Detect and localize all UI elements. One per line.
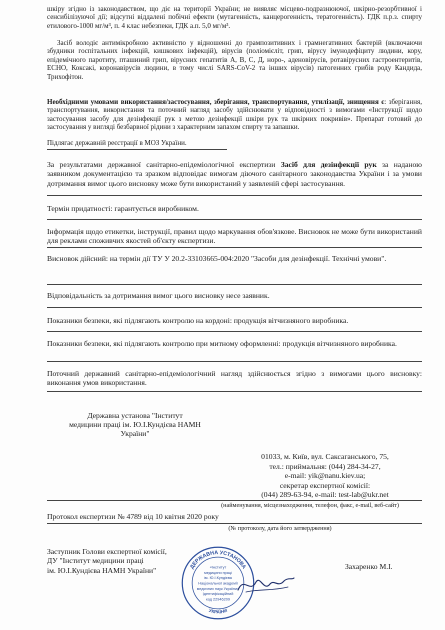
stamp-line: медичних наук України» (196, 586, 240, 591)
signatory-title: Заступник Голови експертної комісії, ДУ "Інститут медицини праці ім. Ю.І.Кундієва НАМН України" (47, 547, 167, 575)
conditions-text: : зберігання, транспортування, використання та поточний нагляд засобу здійснювати у відповідності з вимогами «Інструкції щодо застосування засобу для дезінфекції рук з метою дезінфекції шкіри рук та шкірних покривів». Препарат готовий до застосування у вигляді безбарвної рідини з характерним запахом спирту та запашки. (47, 98, 422, 132)
address-street: 01033, м. Київ, вул. Саксаганського, 75, (261, 452, 389, 461)
intro-paragraph-1: шкіру згідно із законодавством, що діє на території України; не виявляє місцево-подразнюючої, шкірно-резорбтивної і сенсибілізуючої дії; відсутні віддалені побічні ефекти (мутагенність, канцерогенність, тератогенність). ГДК п.р.з. спирту етилового-1000 мг/м³, п. 4 клас небезпеки, ГДК а.п. 5,0 мг/м³. (47, 5, 422, 30)
stamp-line: «Інститут (209, 565, 227, 570)
customs-indicators-paragraph: Показники безпеки, які підлягають контролю при митному оформленні: продукція вітчизняного виробника. (47, 339, 397, 348)
address-reception: тел.: приймальня: (044) 284-34-27, (269, 461, 381, 471)
term-line: Термін придатності: гарантується виробником. (47, 204, 199, 213)
border-indicators-line: Показники безпеки, які підлягають контролю на кордоні: продукція вітчизняного виробника. (47, 316, 349, 325)
intro-paragraph-2: Засіб володіє антимікробною активністю у відношенні до грампозитивних і грамнегативних бактерій (включаючи збудники госпітальних інфекцій, кишкових інфекцій), вірусів (поліомієліт, грип, вірусу імунодефіциту людини, кору, епідемічного паротиту, пташиний грип, вірусних гепатитів А, В, С, Д, норо-, аденовірусів, ротавірусних гастроентеритів, ЕСНО, Коксакі, коронавірусів людини, в тому числі SARS-CoV-2 та інших вірусів) патогенних грибів роду Кандида, Трихофітон. (47, 39, 422, 81)
separator (47, 307, 422, 308)
stamp-line: ім. Ю.І.Кундієва (204, 576, 232, 581)
stamp-ring-bottom-text: УКРАЇНИ (208, 607, 228, 615)
separator (47, 500, 422, 501)
address-caption: (найменування, місцезнаходження, телефон, факс, e-mail, веб-сайт) (221, 502, 399, 509)
address-phone: (044) 289-63-94, e-mail: test-lab@ukr.net (261, 490, 389, 500)
address-email: e-mail: yik@nanu.kiev.ua; (284, 471, 366, 481)
separator (47, 391, 422, 392)
stamp-line: медицини праці (204, 570, 232, 575)
protocol-caption: (№ протоколу, дата його затвердження) (228, 525, 332, 532)
labeling-paragraph: Інформація щодо етикетки, інструкції, правил щодо маркування обов'язкове. Висновок не може бути використаний для реклами споживчих якостей об'єкту експертизи. (47, 227, 422, 246)
protocol-line: Протокол експертизи № 4789 від 10 квітня 2020 року (47, 512, 219, 521)
institution-name: Державна установа "Інститут медицини праці ім. Ю.І.Кундієва НАМН України" (69, 411, 201, 439)
separator (47, 361, 422, 362)
stamp-line: Національної академії (198, 581, 238, 586)
responsibility-line: Відповідальність за дотримання вимог цього висновку несе заявник. (47, 291, 270, 300)
conclusion-paragraph: За результатами державної санітарно-епідеміологічної експертизи Засіб для дезінфекції рук за наданою заявником документацією та зразком відповідає вимогам діючого санітарного законодавства України і за умови дотримання вимог цього висновку може бути використаний у заявленій сфері застосування. (47, 160, 422, 188)
product-name: Засіб для дезінфекції рук (280, 160, 377, 169)
handwritten-signature (236, 572, 296, 596)
address-secretary: секретар експертної комісії: (279, 480, 371, 490)
supervision-paragraph: Поточний державний санітарно-епідеміологічний нагляд здійснюється згідно з вимогами цього висновку: виконання умов використання. (47, 369, 422, 388)
registry-note: Підлягає державній реєстрації в МОЗ України. (47, 139, 187, 147)
conditions-paragraph (47, 98, 422, 132)
institution-address (230, 452, 420, 500)
separator (47, 149, 227, 150)
signatory-name: Захаренко М.І. (345, 562, 393, 571)
separator (47, 219, 422, 220)
separator (47, 284, 422, 285)
stamp-line: код 22946209 (206, 597, 230, 602)
separator (47, 247, 422, 248)
separator (47, 195, 422, 196)
conditions-label: Необхідними умовами використання/застосування, зберігання, транспортування, утилізації, знищення є (47, 98, 385, 106)
separator (47, 331, 422, 332)
stamp-line: Ідентифікаційний (202, 592, 234, 597)
stamp-ring-top-text: ДЕРЖАВНА УСТАНОВА (189, 550, 247, 571)
validity-paragraph: Висновок дійсний: на термін дії ТУ У 20.2-33103665-004:2020 "Засоби для дезінфекції. Технічні умови". (47, 254, 387, 263)
separator (47, 523, 422, 524)
